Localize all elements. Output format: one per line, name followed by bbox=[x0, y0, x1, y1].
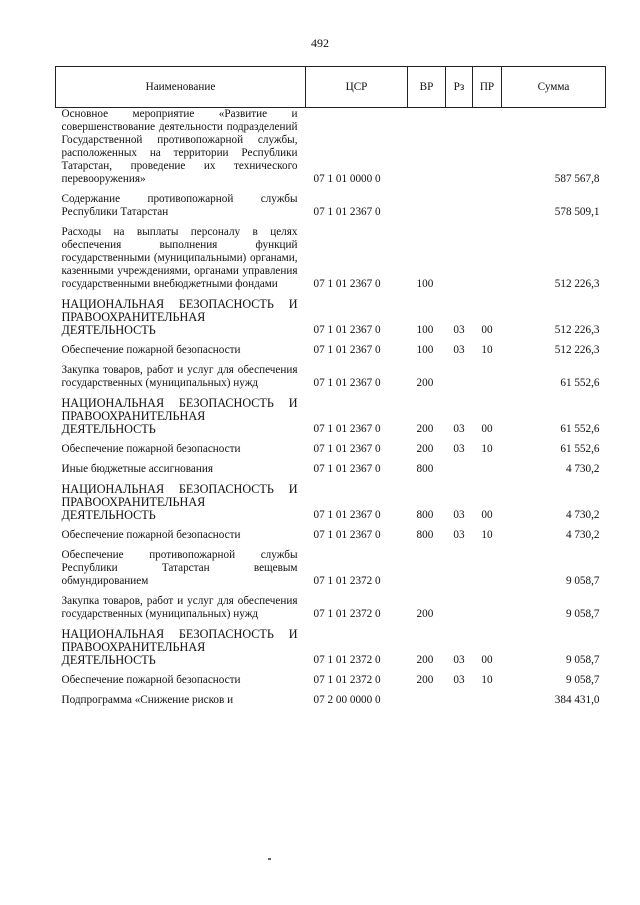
row-vr: 100 bbox=[416, 344, 434, 356]
row-pr: 10 bbox=[481, 674, 493, 686]
row-sum: 9 058,7 bbox=[565, 575, 600, 587]
table-row bbox=[56, 461, 606, 481]
row-vr: 800 bbox=[416, 509, 434, 521]
row-rz: 03 bbox=[453, 324, 465, 336]
row-vr: 200 bbox=[416, 608, 434, 620]
table-row bbox=[56, 296, 606, 342]
row-csr: 07 1 01 2367 0 bbox=[313, 423, 381, 435]
header-csr: ЦСР bbox=[306, 67, 408, 108]
scan-mark bbox=[268, 858, 271, 860]
row-sum: 9 058,7 bbox=[565, 674, 600, 686]
row-sum: 384 431,0 bbox=[554, 694, 600, 706]
header-sum: Сумма bbox=[502, 67, 606, 108]
row-sum: 4 730,2 bbox=[565, 529, 600, 541]
row-pr: 00 bbox=[481, 654, 493, 666]
row-rz: 03 bbox=[453, 529, 465, 541]
row-csr: 07 1 01 2367 0 bbox=[313, 509, 381, 521]
row-pr: 00 bbox=[481, 423, 493, 435]
row-sum: 61 552,6 bbox=[560, 423, 600, 435]
row-sum: 61 552,6 bbox=[560, 377, 600, 389]
row-vr: 200 bbox=[416, 443, 434, 455]
row-pr bbox=[473, 461, 502, 481]
row-csr: 07 1 01 2372 0 bbox=[313, 575, 381, 587]
table-row bbox=[56, 362, 606, 395]
header-name: Наименование bbox=[56, 67, 306, 108]
row-vr: 100 bbox=[416, 324, 434, 336]
row-name: Обеспечение пожарной безопасности bbox=[61, 443, 241, 455]
row-vr: 800 bbox=[416, 463, 434, 475]
table-row bbox=[56, 481, 606, 527]
row-rz: 03 bbox=[453, 423, 465, 435]
row-rz bbox=[446, 224, 473, 296]
table-row bbox=[56, 108, 606, 192]
table-row bbox=[56, 441, 606, 461]
row-vr: 100 bbox=[416, 278, 434, 290]
row-vr bbox=[408, 547, 446, 593]
row-name: Обеспечение пожарной безопасности bbox=[61, 529, 241, 541]
row-rz: 03 bbox=[453, 654, 465, 666]
row-csr: 07 1 01 2367 0 bbox=[313, 443, 381, 455]
row-rz: 03 bbox=[453, 509, 465, 521]
row-vr: 200 bbox=[416, 674, 434, 686]
row-name: Расходы на выплаты персоналу в целях обеспечения выполнения функций государственными (муниципальными) органами, казенными учреждениями, органами управления государственными внебюджетными фондами bbox=[61, 226, 298, 290]
row-csr: 07 1 01 2372 0 bbox=[313, 654, 381, 666]
row-csr: 07 1 01 2367 0 bbox=[313, 344, 381, 356]
row-pr bbox=[473, 191, 502, 224]
row-sum: 578 509,1 bbox=[554, 206, 600, 218]
row-csr: 07 1 01 2367 0 bbox=[313, 529, 381, 541]
row-pr: 10 bbox=[481, 529, 493, 541]
row-csr: 07 1 01 2367 0 bbox=[313, 278, 381, 290]
row-rz: 03 bbox=[453, 443, 465, 455]
row-rz bbox=[446, 692, 473, 712]
header-pr: ПР bbox=[473, 67, 502, 108]
row-rz bbox=[446, 362, 473, 395]
row-csr: 07 2 00 0000 0 bbox=[313, 694, 381, 706]
table-row bbox=[56, 527, 606, 547]
row-rz bbox=[446, 108, 473, 192]
row-name: Подпрограмма «Снижение рисков и bbox=[61, 694, 234, 706]
page-number: 492 bbox=[311, 36, 329, 50]
row-csr: 07 1 01 2372 0 bbox=[313, 674, 381, 686]
row-csr: 07 1 01 2367 0 bbox=[313, 463, 381, 475]
row-name: НАЦИОНАЛЬНАЯ БЕЗОПАСНОСТЬ И ПРАВООХРАНИТЕЛЬНАЯ ДЕЯТЕЛЬНОСТЬ bbox=[61, 396, 298, 436]
row-rz bbox=[446, 461, 473, 481]
row-rz bbox=[446, 191, 473, 224]
budget-table bbox=[55, 66, 606, 712]
row-pr bbox=[473, 108, 502, 192]
table-row bbox=[56, 342, 606, 362]
row-sum: 512 226,3 bbox=[554, 324, 600, 336]
row-pr bbox=[473, 362, 502, 395]
row-name: Иные бюджетные ассигнования bbox=[61, 463, 213, 475]
table-row bbox=[56, 692, 606, 712]
row-sum: 9 058,7 bbox=[565, 654, 600, 666]
row-name: Закупка товаров, работ и услуг для обеспечения государственных (муниципальных) нужд bbox=[61, 595, 298, 620]
row-pr bbox=[473, 547, 502, 593]
row-rz bbox=[446, 547, 473, 593]
row-rz: 03 bbox=[453, 344, 465, 356]
row-vr: 200 bbox=[416, 423, 434, 435]
row-rz bbox=[446, 593, 473, 626]
table-row bbox=[56, 547, 606, 593]
row-name: Содержание противопожарной службы Республики Татарстан bbox=[61, 193, 298, 218]
row-pr: 10 bbox=[481, 344, 493, 356]
table-row bbox=[56, 395, 606, 441]
table-row bbox=[56, 224, 606, 296]
row-sum: 4 730,2 bbox=[565, 509, 600, 521]
row-vr: 800 bbox=[416, 529, 434, 541]
row-vr: 200 bbox=[416, 377, 434, 389]
row-csr: 07 1 01 2367 0 bbox=[313, 324, 381, 336]
row-sum: 9 058,7 bbox=[565, 608, 600, 620]
table-row bbox=[56, 191, 606, 224]
header-rz: Рз bbox=[446, 67, 473, 108]
row-pr bbox=[473, 593, 502, 626]
row-vr: 200 bbox=[416, 654, 434, 666]
row-csr: 07 1 01 0000 0 bbox=[313, 173, 381, 185]
row-vr bbox=[408, 692, 446, 712]
header-vr: ВР bbox=[408, 67, 446, 108]
row-pr bbox=[473, 224, 502, 296]
row-sum: 61 552,6 bbox=[560, 443, 600, 455]
row-pr: 00 bbox=[481, 324, 493, 336]
row-vr bbox=[408, 108, 446, 192]
row-csr: 07 1 01 2367 0 bbox=[313, 206, 381, 218]
row-vr bbox=[408, 191, 446, 224]
row-sum: 512 226,3 bbox=[554, 344, 600, 356]
row-csr: 07 1 01 2367 0 bbox=[313, 377, 381, 389]
table-row bbox=[56, 626, 606, 672]
row-pr: 00 bbox=[481, 509, 493, 521]
table-row bbox=[56, 593, 606, 626]
table-row bbox=[56, 672, 606, 692]
row-pr: 10 bbox=[481, 443, 493, 455]
row-name: Обеспечение пожарной безопасности bbox=[61, 674, 241, 686]
row-name: Обеспечение пожарной безопасности bbox=[61, 344, 241, 356]
row-name: Закупка товаров, работ и услуг для обеспечения государственных (муниципальных) нужд bbox=[61, 364, 298, 389]
row-name: НАЦИОНАЛЬНАЯ БЕЗОПАСНОСТЬ И ПРАВООХРАНИТЕЛЬНАЯ ДЕЯТЕЛЬНОСТЬ bbox=[61, 627, 298, 667]
row-pr bbox=[473, 692, 502, 712]
row-name: Основное мероприятие «Развитие и совершенствование деятельности подразделений Государственной противопожарной службы, расположенных на территории Республики Татарстан, проведение их технического перевооружения» bbox=[61, 108, 298, 185]
row-rz: 03 bbox=[453, 674, 465, 686]
table-header-row bbox=[56, 67, 606, 108]
row-sum: 512 226,3 bbox=[554, 278, 600, 290]
row-csr: 07 1 01 2372 0 bbox=[313, 608, 381, 620]
row-name: Обеспечение противопожарной службы Республики Татарстан вещевым обмундированием bbox=[61, 549, 298, 587]
row-name: НАЦИОНАЛЬНАЯ БЕЗОПАСНОСТЬ И ПРАВООХРАНИТЕЛЬНАЯ ДЕЯТЕЛЬНОСТЬ bbox=[61, 482, 298, 522]
row-sum: 4 730,2 bbox=[565, 463, 600, 475]
row-name: НАЦИОНАЛЬНАЯ БЕЗОПАСНОСТЬ И ПРАВООХРАНИТЕЛЬНАЯ ДЕЯТЕЛЬНОСТЬ bbox=[61, 297, 298, 337]
row-sum: 587 567,8 bbox=[554, 173, 600, 185]
